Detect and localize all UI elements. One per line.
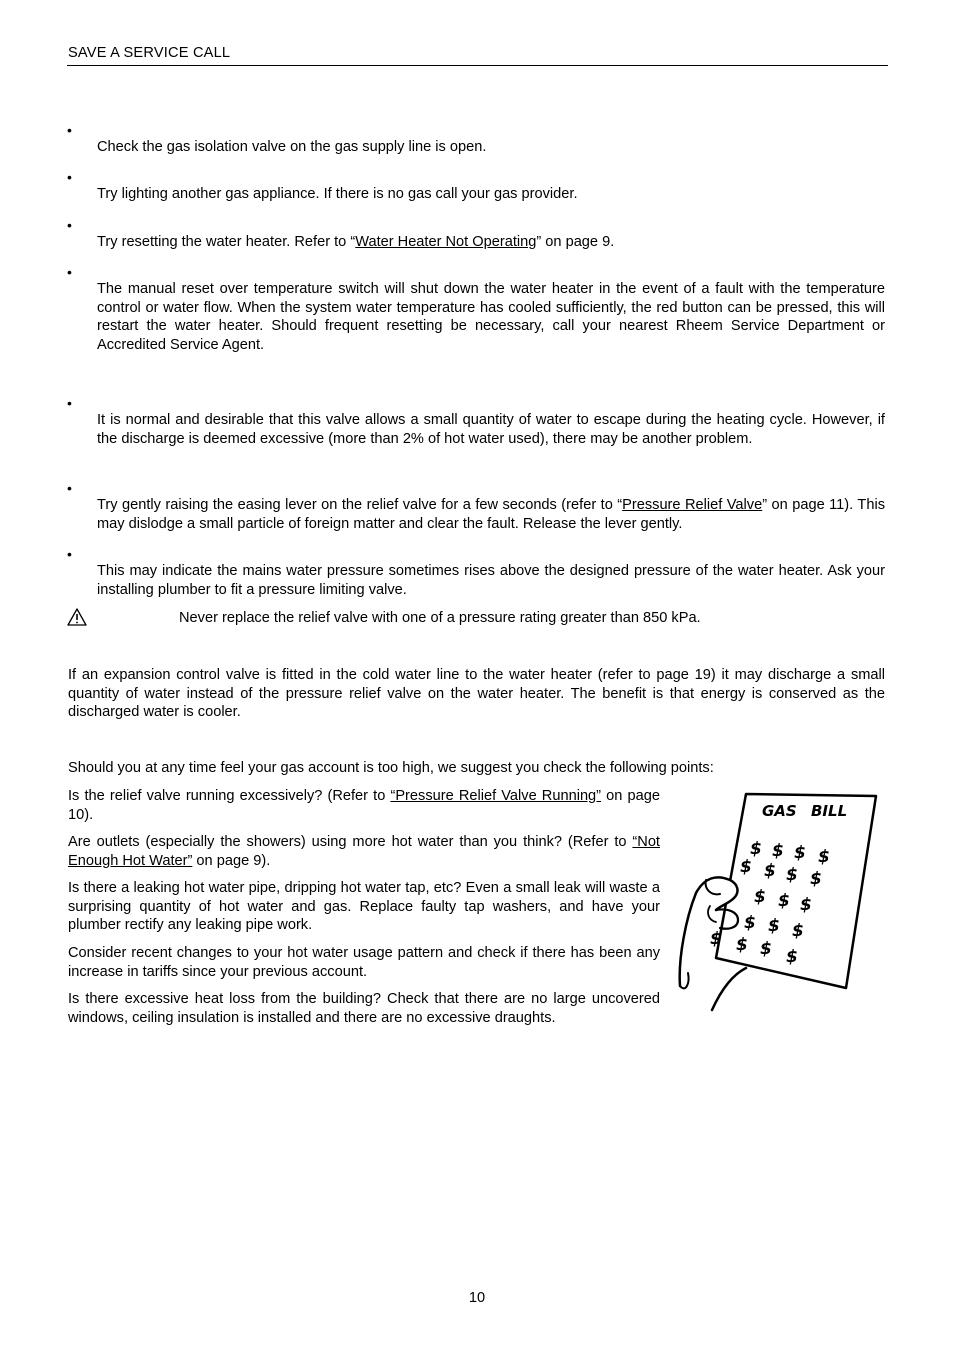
dollar-sign: $ bbox=[786, 947, 798, 967]
bill-label-gas: GAS bbox=[762, 802, 797, 820]
no-gas-item-2: Try lighting another gas appliance. If there is no gas call your gas provider. bbox=[97, 186, 578, 202]
item-text: on page 10). bbox=[68, 788, 660, 823]
dollar-sign: $ bbox=[792, 921, 804, 941]
bullet-point: • bbox=[67, 395, 72, 411]
dollar-sign: $ bbox=[794, 843, 806, 863]
no-gas-item-4: The manual reset over temperature switch will shut down the water heater in the event of a fault with the temperature control or water flow. When the system water temperature has cooled sufficiently, the red button can be pressed, this will restart the water heater. Should frequent resetting be necessary, call your nearest Rheem Service Department or Accredited Service Agent. bbox=[97, 281, 885, 353]
bullet-point: • bbox=[67, 122, 72, 138]
dollar-sign: $ bbox=[818, 847, 830, 867]
dollar-sign: $ bbox=[768, 916, 780, 936]
dollar-sign: $ bbox=[800, 895, 812, 915]
dollar-sign: $ bbox=[740, 857, 752, 877]
header-divider bbox=[67, 65, 888, 66]
item-text: ” on page 11). This may dislodge a small particle of foreign matter and clear the fault. Release the lever gently. bbox=[97, 497, 885, 532]
relief-valve-item-3: This may indicate the mains water pressure sometimes rises above the designed pressure of the water heater. Ask your installing plumber to fit a pressure limiting valve. bbox=[97, 563, 885, 598]
dollar-sign: $ bbox=[710, 929, 722, 949]
dollar-sign: $ bbox=[786, 865, 798, 885]
bill-label-bill: BILL bbox=[811, 802, 848, 820]
link-pressure-relief-valve-running[interactable]: “Pressure Relief Valve Running” bbox=[390, 788, 602, 804]
dollar-sign: $ bbox=[764, 861, 776, 881]
expansion-valve-paragraph: If an expansion control valve is fitted in the cold water line to the water heater (refer to page 19) it may discharge a small quantity of water instead of the pressure relief valve on the water heater. The benefit is that energy is conserved as the discharged water is cooler. bbox=[68, 667, 885, 721]
dollar-sign: $ bbox=[778, 891, 790, 911]
item-text: on page 9). bbox=[192, 852, 271, 869]
dollar-sign: $ bbox=[760, 939, 772, 959]
bullet-point: • bbox=[67, 217, 72, 233]
relief-valve-item-1: It is normal and desirable that this valve allows a small quantity of water to escape during the heating cycle. However, if the discharge is deemed excessive (more than 2% of hot water used), there may be another problem. bbox=[97, 412, 885, 447]
bullet-point: • bbox=[67, 264, 72, 280]
gas-account-point-4: Consider recent changes to your hot water usage pattern and check if there has been any increase in tariffs since your previous account. bbox=[68, 945, 660, 980]
gas-account-point-1 bbox=[68, 787, 660, 824]
page-number: 10 bbox=[468, 1290, 486, 1306]
no-gas-item-3 bbox=[97, 233, 885, 252]
dollar-sign: $ bbox=[750, 839, 762, 859]
item-text: Try resetting the water heater. Refer to “ bbox=[97, 234, 356, 250]
no-gas-item-1: Check the gas isolation valve on the gas supply line is open. bbox=[97, 139, 487, 155]
warning-triangle-icon bbox=[67, 608, 87, 626]
link-water-heater-not-operating[interactable]: Water Heater Not Operating bbox=[355, 234, 537, 250]
gas-account-point-3: Is there a leaking hot water pipe, dripping hot water tap, etc? Even a small leak will waste a surprising quantity of hot water and gas. Replace faulty tap washers, and have your plumber rectify any leaking pipe work. bbox=[68, 880, 660, 934]
header-title: SAVE A SERVICE CALL bbox=[68, 45, 231, 61]
bullet-point: • bbox=[67, 480, 72, 496]
relief-valve-item-2 bbox=[97, 496, 885, 533]
item-text: Try gently raising the easing lever on the relief valve for a few seconds (refer to “ bbox=[97, 497, 623, 513]
dollar-sign: $ bbox=[754, 887, 766, 907]
gas-bill-illustration bbox=[676, 788, 881, 1013]
warning-text: Never replace the relief valve with one of a pressure rating greater than 850 kPa. bbox=[179, 610, 701, 626]
gas-account-point-5: Is there excessive heat loss from the building? Check that there are no large uncovered windows, ceiling insulation is installed and there are no excessive draughts. bbox=[68, 991, 660, 1026]
dollar-sign: $ bbox=[810, 869, 822, 889]
item-text: Are outlets (especially the showers) using more hot water than you think? (Refer to bbox=[68, 834, 633, 850]
link-not-enough-hot-water[interactable]: “Not Enough Hot Water” bbox=[68, 834, 660, 869]
gas-account-point-2 bbox=[68, 833, 660, 870]
dollar-sign: $ bbox=[744, 913, 756, 933]
gas-account-intro: Should you at any time feel your gas account is too high, we suggest you check the following points: bbox=[68, 760, 714, 776]
bullet-point: • bbox=[67, 169, 72, 185]
dollar-sign: $ bbox=[736, 935, 748, 955]
dollar-sign: $ bbox=[772, 841, 784, 861]
bullet-point: • bbox=[67, 546, 72, 562]
item-text: Is the relief valve running excessively? (Refer to bbox=[68, 788, 391, 804]
link-pressure-relief-valve[interactable]: Pressure Relief Valve bbox=[622, 497, 763, 513]
item-text: ” on page 9. bbox=[536, 234, 615, 250]
